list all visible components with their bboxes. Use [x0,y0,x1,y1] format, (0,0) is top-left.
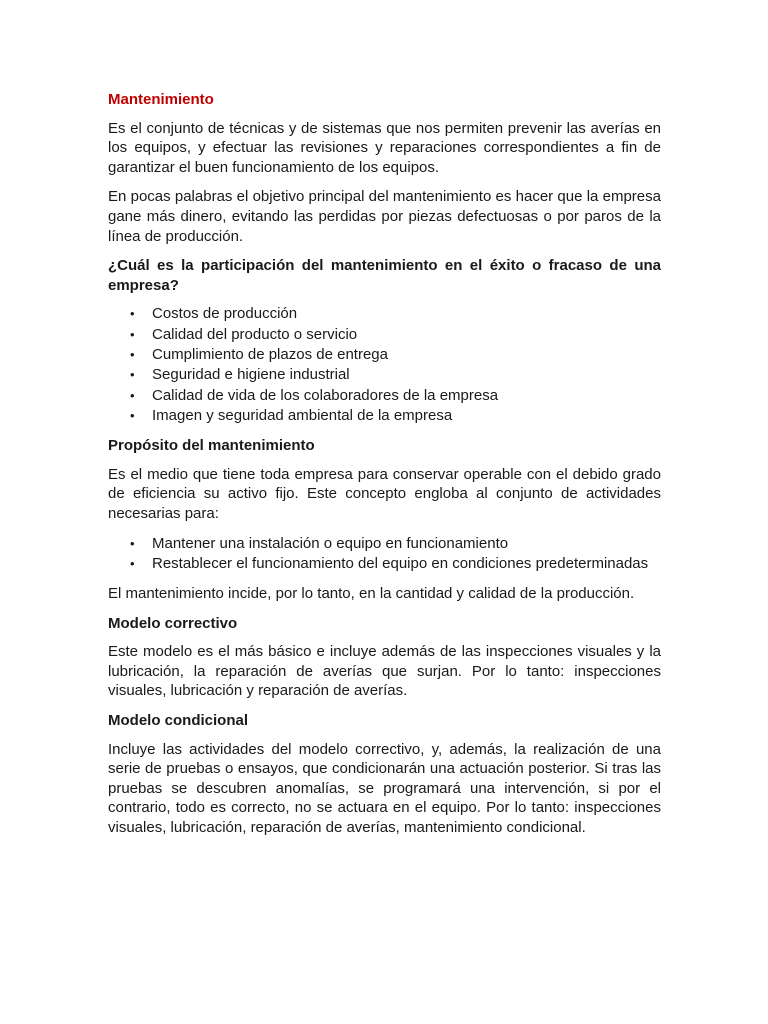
list-item [108,534,661,554]
list-item-text: Imagen y seguridad ambiental de la empresa [152,406,453,424]
paragraph-conditional: Incluye las actividades del modelo correctivo, y, además, la realización de una serie de pruebas o ensayos, que condicionarán una actuación posterior. Si tras las pruebas se descubren anomalías, se programará una intervención, si por el contrario, todo es correcto, no se actuara en el equipo. Por lo tanto: inspecciones visuales, lubricación, reparación de averías, mantenimiento condicional. [108,740,661,837]
question-heading: ¿Cuál es la participación del mantenimiento en el éxito o fracaso de una empresa? [108,257,661,294]
list-item [108,406,661,426]
list-item-text: Calidad del producto o servicio [152,325,358,343]
list-item-text: Restablecer el funcionamiento del equipo en condiciones predeterminadas [152,554,649,572]
list-item-text: Mantener una instalación o equipo en funcionamiento [152,534,509,552]
list-item [108,386,661,406]
bullet-icon: • [130,387,135,403]
list-item-text: Seguridad e higiene industrial [152,366,350,384]
document-title: Mantenimiento [108,91,214,108]
bullet-icon: • [130,407,135,423]
bullet-icon: • [130,535,135,551]
section-heading-purpose: Propósito del mantenimiento [108,437,315,455]
bullet-icon: • [130,346,135,362]
section-heading-corrective: Modelo correctivo [108,614,238,632]
list-item [108,554,661,574]
participation-list [108,304,661,426]
list-item-text: Cumplimiento de plazos de entrega [152,345,388,363]
document-page [108,90,661,848]
paragraph-definition: Es el conjunto de técnicas y de sistemas que nos permiten prevenir las averías en los equipos, y efectuar las revisiones y reparaciones correspondientes a fin de garantizar el buen funcionamiento de los equipos. [108,119,661,176]
list-item [108,345,661,365]
list-item-text: Calidad de vida de los colaboradores de la empresa [152,386,499,404]
paragraph-objective: En pocas palabras el objetivo principal del mantenimiento es hacer que la empresa gane más dinero, evitando las perdidas por piezas defectuosas o por paros de la línea de producción. [108,188,661,245]
section-heading-conditional: Modelo condicional [108,712,249,730]
bullet-icon: • [130,367,135,383]
paragraph-corrective: Este modelo es el más básico e incluye además de las inspecciones visuales y la lubricación, la reparación de averías que surjan. Por lo tanto: inspecciones visuales, lubricación y reparación de averías. [108,643,661,700]
list-item [108,325,661,345]
list-item [108,365,661,385]
list-item [108,304,661,324]
paragraph-purpose: Es el medio que tiene toda empresa para conservar operable con el debido grado de eficiencia su activo fijo. Este concepto engloba al conjunto de actividades necesarias para: [108,465,661,522]
list-item-text: Costos de producción [152,305,298,323]
bullet-icon: • [130,555,135,571]
bullet-icon: • [130,326,135,342]
paragraph-impact: El mantenimiento incide, por lo tanto, en la cantidad y calidad de la producción. [108,585,635,603]
bullet-icon: • [130,306,135,322]
activities-list [108,534,661,575]
